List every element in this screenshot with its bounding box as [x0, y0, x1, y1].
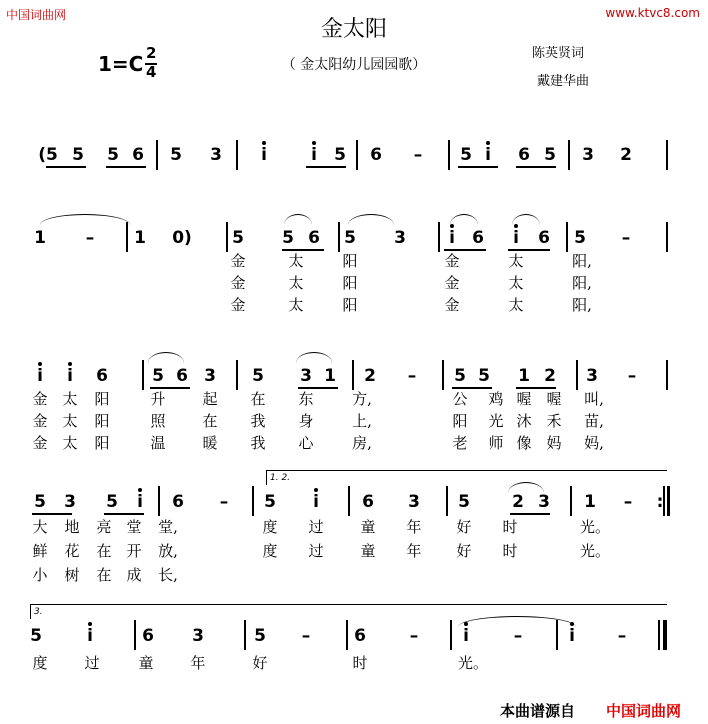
lyric: 鲜 [32, 542, 48, 560]
lyric: 过 [84, 654, 100, 672]
composer: 戴建华曲 [537, 74, 590, 89]
lyric-line [0, 294, 708, 314]
lyric: 童 [138, 654, 154, 672]
tie [148, 352, 184, 363]
note: i [60, 366, 80, 386]
lyric: 时 [352, 654, 368, 672]
note: 1 [324, 366, 336, 386]
note: 6 [362, 492, 374, 512]
barline [236, 140, 238, 170]
lyric: 金 [32, 412, 48, 430]
song-subtitle: （ 金太阳幼儿园园歌） [281, 57, 427, 73]
barline [338, 222, 340, 252]
lyric: 禾 [546, 412, 562, 430]
note: i [478, 145, 498, 165]
note: 2 [620, 145, 632, 165]
note: 6 [308, 228, 320, 248]
underline [516, 166, 556, 168]
barline-final-thin [658, 620, 660, 650]
lyric: 阳 [342, 274, 358, 292]
lyric: 升 [150, 390, 166, 408]
lyric: 我 [250, 434, 266, 452]
note: 3 [394, 228, 406, 248]
note: 1 [34, 228, 46, 248]
note: – [413, 145, 423, 165]
note: i [130, 492, 150, 512]
lyric: 年 [406, 542, 422, 560]
barline [158, 486, 160, 516]
key-signature: 1=C [98, 52, 144, 76]
lyric: 像 [516, 434, 532, 452]
lyric: 阳 [342, 252, 358, 270]
volta-bracket-1-2 [266, 470, 667, 485]
lyric: 太 [62, 390, 78, 408]
lyric: 时 [502, 542, 518, 560]
note: i [442, 228, 462, 248]
note: 5 [282, 228, 294, 248]
note: 6 [176, 366, 188, 386]
song-title: 金太阳 [320, 17, 387, 42]
note: 5 [107, 145, 119, 165]
lyric: 光。 [458, 654, 489, 672]
lyric: 年 [190, 654, 206, 672]
lyric: 太 [508, 252, 524, 270]
lyric: 沐 [516, 412, 532, 430]
note: i [506, 228, 526, 248]
lyric: 度 [32, 654, 48, 672]
lyric-line [0, 540, 708, 560]
underline [458, 166, 498, 168]
note: 3 [538, 492, 550, 512]
lyric-line [0, 432, 708, 452]
underline [104, 513, 144, 515]
note: 5 [458, 492, 470, 512]
lyric: 金 [32, 390, 48, 408]
lyric: 苗, [584, 412, 604, 430]
lyric: 师 [488, 434, 504, 452]
underline [510, 513, 550, 515]
lyric: 我 [250, 412, 266, 430]
note: 6 [96, 366, 108, 386]
note: 3 [408, 492, 420, 512]
lyric: 在 [202, 412, 218, 430]
barline [226, 222, 228, 252]
lyric: 堂, [158, 518, 178, 536]
lyric: 金 [444, 252, 460, 270]
note: 5 [106, 492, 118, 512]
barline [566, 222, 568, 252]
lyric: 童 [360, 542, 376, 560]
time-signature-top: 2 [146, 44, 157, 62]
barline [252, 486, 254, 516]
tie [348, 214, 394, 225]
note: 5 [344, 228, 356, 248]
lyric: 太 [62, 412, 78, 430]
lyric: 度 [262, 518, 278, 536]
lyric: 鸡 [488, 390, 504, 408]
note: – [623, 492, 633, 512]
lyric: 光。 [580, 542, 611, 560]
note: 5 [264, 492, 276, 512]
note: 3 [300, 366, 312, 386]
note: – [409, 626, 419, 646]
note: 5 [334, 145, 346, 165]
note: – [85, 228, 95, 248]
lyric: 金 [230, 252, 246, 270]
lyric: 在 [96, 542, 112, 560]
lyric-line [0, 652, 708, 672]
note: 1 [518, 366, 530, 386]
repeat-dots: : [656, 492, 664, 512]
lyric: 心 [298, 434, 314, 452]
lyric: 金 [444, 274, 460, 292]
volta-bracket-3 [30, 604, 667, 619]
lyric: 妈, [584, 434, 604, 452]
barline [356, 140, 358, 170]
note: 6 [142, 626, 154, 646]
source-site-link[interactable]: 中国词曲网 [606, 702, 682, 720]
lyric: 身 [298, 412, 314, 430]
lyric-line [0, 516, 708, 536]
note: 0) [172, 228, 192, 248]
lyric: 叫, [584, 390, 604, 408]
barline-thick [667, 486, 670, 516]
lyric: 阳, [572, 296, 592, 314]
lyric: 在 [250, 390, 266, 408]
tie [296, 352, 332, 363]
lyric: 阳, [572, 252, 592, 270]
barline [666, 360, 668, 390]
lyric: 亮 [96, 518, 112, 536]
lyric: 阳 [342, 296, 358, 314]
note: i [80, 626, 100, 646]
barline [666, 140, 668, 170]
lyricist: 陈英贤词 [532, 46, 585, 61]
lyric-line [0, 564, 708, 584]
lyric: 童 [360, 518, 376, 536]
barline [570, 486, 572, 516]
note: 2 [512, 492, 524, 512]
lyric-line [0, 410, 708, 430]
note: 3 [210, 145, 222, 165]
note: 6 [132, 145, 144, 165]
underline [306, 166, 346, 168]
lyric-line [0, 250, 708, 270]
barline [450, 620, 452, 650]
lyric: 花 [64, 542, 80, 560]
note: i [562, 626, 582, 646]
volta-label: 3. [34, 607, 43, 617]
barline [348, 486, 350, 516]
barline [126, 222, 128, 252]
note: i [254, 145, 274, 165]
note: 5 [478, 366, 490, 386]
lyric: 金 [32, 434, 48, 452]
note: 6 [172, 492, 184, 512]
note: 5 [544, 145, 556, 165]
barline [556, 620, 558, 650]
barline [568, 140, 570, 170]
lyric: 开 [126, 542, 142, 560]
tie [284, 214, 312, 225]
barline [442, 360, 444, 390]
barline [446, 486, 448, 516]
note: 3 [192, 626, 204, 646]
note: 5 [152, 366, 164, 386]
note: 5 [72, 145, 84, 165]
barline [352, 360, 354, 390]
lyric: 光。 [580, 518, 611, 536]
lyric: 长, [158, 566, 178, 584]
lyric: 公 [452, 390, 468, 408]
barline [134, 620, 136, 650]
lyric: 光 [488, 412, 504, 430]
note: 1 [134, 228, 146, 248]
lyric: 太 [288, 274, 304, 292]
lyric: 地 [64, 518, 80, 536]
note: 5 [34, 492, 46, 512]
barline [156, 140, 158, 170]
lyric: 东 [298, 390, 314, 408]
lyric: 方, [352, 390, 372, 408]
note: 3 [204, 366, 216, 386]
note: – [301, 626, 311, 646]
source-label: 本曲谱源自 [500, 702, 576, 720]
barline [346, 620, 348, 650]
lyric: 太 [62, 434, 78, 452]
lyric: 喔 [516, 390, 532, 408]
lyric: 房, [352, 434, 372, 452]
watermark-left: 中国词曲网 [6, 8, 67, 22]
note: 3 [582, 145, 594, 165]
lyric: 太 [508, 274, 524, 292]
lyric: 过 [308, 542, 324, 560]
lyric: 成 [126, 566, 142, 584]
note: 6 [538, 228, 550, 248]
lyric: 金 [444, 296, 460, 314]
note: 5 [460, 145, 472, 165]
lyric: 好 [456, 518, 472, 536]
note: i [456, 626, 476, 646]
barline [666, 222, 668, 252]
note: 5 [30, 626, 42, 646]
lyric: 温 [150, 434, 166, 452]
lyric: 照 [150, 412, 166, 430]
lyric: 太 [288, 296, 304, 314]
lyric: 金 [230, 274, 246, 292]
note: – [513, 626, 523, 646]
lyric: 太 [508, 296, 524, 314]
note: 5 [574, 228, 586, 248]
note: 3 [586, 366, 598, 386]
note: 5 [254, 626, 266, 646]
note: i [304, 145, 324, 165]
barline-final-thick [663, 620, 667, 650]
lyric: 小 [32, 566, 48, 584]
lyric: 老 [452, 434, 468, 452]
lyric: 上, [352, 412, 372, 430]
barline [236, 360, 238, 390]
barline [142, 360, 144, 390]
lyric: 暖 [202, 434, 218, 452]
note: 5 [252, 366, 264, 386]
note: i [30, 366, 50, 386]
barline [244, 620, 246, 650]
barline [448, 140, 450, 170]
lyric-line [0, 388, 708, 408]
lyric: 大 [32, 518, 48, 536]
lyric: 过 [308, 518, 324, 536]
lyric: 太 [288, 252, 304, 270]
lyric: 放, [158, 542, 178, 560]
note: 6 [370, 145, 382, 165]
lyric-line [0, 272, 708, 292]
underline [106, 166, 146, 168]
score-row-1 [0, 145, 708, 175]
note: 1 [584, 492, 596, 512]
note: 2 [544, 366, 556, 386]
tie [40, 214, 130, 225]
lyric: 阳 [452, 412, 468, 430]
lyric: 阳 [94, 434, 110, 452]
note: 3 [64, 492, 76, 512]
tie [450, 214, 478, 225]
note: 5 [454, 366, 466, 386]
watermark-right: www.ktvc8.com [605, 6, 700, 20]
note: – [407, 366, 417, 386]
lyric: 阳 [94, 412, 110, 430]
note: 5 [170, 145, 182, 165]
lyric: 好 [252, 654, 268, 672]
lyric: 好 [456, 542, 472, 560]
note: – [621, 228, 631, 248]
volta-label: 1. 2. [270, 473, 291, 483]
note: 6 [472, 228, 484, 248]
barline [438, 222, 440, 252]
note: (5 [38, 145, 58, 165]
time-signature-bottom: 4 [146, 63, 157, 81]
lyric: 树 [64, 566, 80, 584]
note: 5 [232, 228, 244, 248]
note: i [306, 492, 326, 512]
lyric: 起 [202, 390, 218, 408]
note: – [627, 366, 637, 386]
lyric: 妈 [546, 434, 562, 452]
underline [46, 166, 86, 168]
note: 6 [518, 145, 530, 165]
lyric: 喔 [546, 390, 562, 408]
lyric: 度 [262, 542, 278, 560]
lyric: 阳, [572, 274, 592, 292]
note: 6 [354, 626, 366, 646]
note: 2 [364, 366, 376, 386]
barline [576, 360, 578, 390]
note: – [219, 492, 229, 512]
barline [663, 486, 665, 516]
lyric: 金 [230, 296, 246, 314]
lyric: 阳 [94, 390, 110, 408]
lyric: 年 [406, 518, 422, 536]
lyric: 在 [96, 566, 112, 584]
lyric: 堂 [126, 518, 142, 536]
note: – [617, 626, 627, 646]
underline [32, 513, 72, 515]
lyric: 时 [502, 518, 518, 536]
